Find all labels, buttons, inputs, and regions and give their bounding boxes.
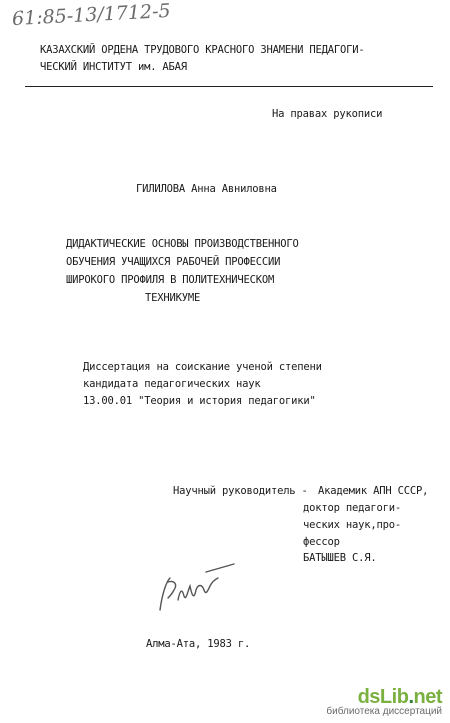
place-year: Алма-Ата, 1983 г.: [146, 638, 251, 650]
signature: [148, 560, 248, 620]
dslib-subtitle: библиотека диссертаций: [326, 706, 442, 717]
advisor-line-1: Академик АПН СССР,: [318, 485, 429, 497]
dissertation-line-2: кандидата педагогических наук: [83, 378, 261, 390]
title-line-2: ОБУЧЕНИЯ УЧАЩИХСЯ РАБОЧЕЙ ПРОФЕССИИ: [66, 256, 281, 268]
archive-stamp-number: 61:85-13/1712-5: [11, 0, 172, 31]
dslib-watermark: [326, 686, 442, 717]
manuscript-rights: На правах рукописи: [272, 108, 383, 120]
advisor-line-4: фессор: [303, 536, 340, 548]
dissertation-line-1: Диссертация на соискание ученой степени: [83, 361, 322, 373]
institute-line-1: КАЗАХСКИЙ ОРДЕНА ТРУДОВОГО КРАСНОГО ЗНАМЕНИ ПЕДАГОГИ-: [40, 44, 365, 56]
title-line-3: ШИРОКОГО ПРОФИЛЯ В ПОЛИТЕХНИЧЕСКОМ: [66, 274, 275, 286]
dissertation-line-3: 13.00.01 "Теория и история педагогики": [83, 395, 316, 407]
institute-line-2: ЧЕСКИЙ ИНСТИТУТ им. АБАЯ: [40, 61, 187, 73]
advisor-line-3: ческих наук,про-: [303, 519, 401, 531]
title-line-1: ДИДАКТИЧЕСКИЕ ОСНОВЫ ПРОИЗВОДСТВЕННОГО: [66, 238, 299, 250]
dslib-logo: dsLib.net: [357, 686, 442, 708]
author-name: ГИЛИЛОВА Анна Авниловна: [136, 183, 277, 195]
advisor-line-2: доктор педагоги-: [303, 502, 401, 514]
advisor-label: Научный руководитель -: [173, 485, 308, 497]
header-divider: [25, 86, 433, 87]
advisor-line-5: БАТЫШЕВ С.Я.: [303, 552, 377, 564]
title-line-4: ТЕХНИКУМЕ: [145, 292, 201, 304]
